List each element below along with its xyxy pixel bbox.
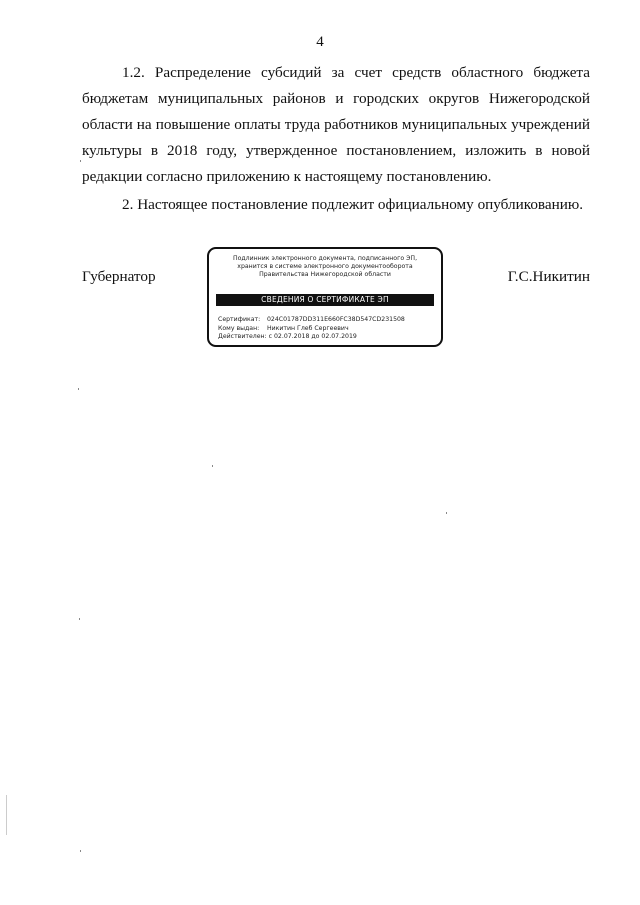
certificate-row <box>218 316 405 325</box>
stamp-header-line: Правительства Нижегородской области <box>259 271 391 278</box>
issued-to-label: Кому выдан: <box>218 324 260 332</box>
validity-label: Действителен: <box>218 333 267 340</box>
validity-value: с 02.07.2018 до 02.07.2019 <box>268 333 357 340</box>
scan-speck <box>80 160 81 162</box>
document-body <box>82 60 590 218</box>
certificate-label: Сертификат: <box>218 316 261 323</box>
signature-name: Г.С.Никитин <box>507 268 590 285</box>
stamp-header-line: хранится в системе электронного документооборота <box>237 263 413 270</box>
issued-to-value: Никитин Глеб Сергеевич <box>266 324 349 332</box>
paragraph-2: 2. Настоящее постановление подлежит официальному опубликованию. <box>122 196 584 213</box>
stamp-title: СВЕДЕНИЯ О СЕРТИФИКАТЕ ЭП <box>216 294 434 306</box>
scan-edge-mark <box>6 795 7 835</box>
signature-role: Губернатор <box>82 268 156 285</box>
scan-speck <box>446 512 447 514</box>
page-number: 4 <box>316 34 324 50</box>
scan-speck <box>78 388 79 390</box>
stamp-header <box>209 255 441 279</box>
stamp-header-line: Подлинник электронного документа, подписанного ЭП, <box>232 255 418 262</box>
certificate-value: 024C01787DD311E660FC38D547CD231508 <box>266 316 405 323</box>
scan-speck <box>79 618 80 620</box>
issued-to-row <box>218 325 405 334</box>
scan-speck <box>212 465 213 467</box>
stamp-details <box>218 316 405 342</box>
scan-speck <box>80 850 81 852</box>
paragraph-1-2: 1.2. Распределение субсидий за счет средств областного бюджета бюджетам муниципальных районов и городских округов Нижегородской области на повышение оплаты труда работников муниципальных учреждений культуры в 2018 году, утвержденное постановлением, изложить в новой редакции согласно приложению к настоящему постановлению. <box>82 64 590 185</box>
electronic-signature-stamp <box>207 247 443 347</box>
validity-row <box>218 333 405 342</box>
